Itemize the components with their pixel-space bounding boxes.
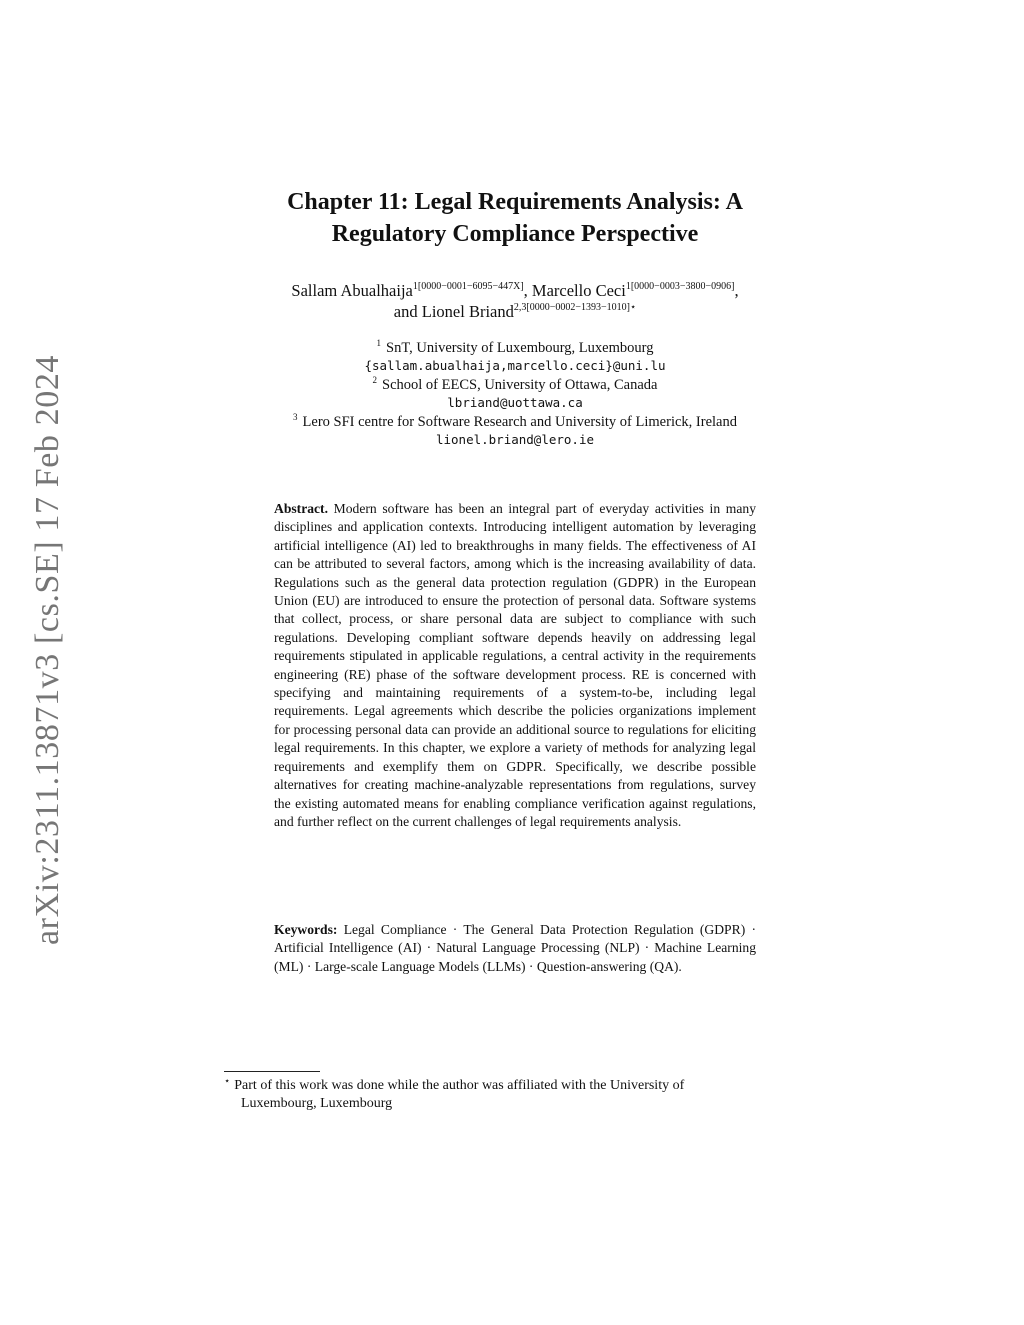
affiliation-name: SnT, University of Luxembourg, Luxembourg bbox=[386, 340, 654, 356]
affiliation-name: Lero SFI centre for Software Research and University of Limerick, Ireland bbox=[302, 413, 737, 430]
arxiv-identifier-text: arXiv:2311.13871v3 [cs.SE] 17 Feb 2024 bbox=[29, 354, 67, 946]
author-name: and Lionel Briand bbox=[393, 302, 514, 321]
paper-title bbox=[200, 186, 830, 250]
author-name: Sallam Abualhaija bbox=[291, 281, 413, 300]
author-separator: , bbox=[734, 281, 739, 300]
author-line-1 bbox=[200, 280, 830, 301]
affiliation-mark: 3 bbox=[293, 411, 298, 422]
keywords-label: Keywords: bbox=[274, 922, 338, 937]
author-orcid: 2,3[0000−0002−1393−1010]⋆ bbox=[513, 302, 637, 313]
author-line-2 bbox=[200, 301, 830, 322]
title-line-2: Regulatory Compliance Perspective bbox=[331, 221, 699, 247]
abstract-text: Modern software has been an integral part of everyday activities in many disciplines and application contexts. Introducing intelligent automation by leveraging artificial intelligence (AI) led to breakthroughs in many fields. The effectiveness of AI can be attributed to several factors, among which is the increasing availability of data. Regulations such as the general data protection regulation (GDPR) in the European Union (EU) are introduced to ensure the protection of personal data. Software systems that collect, process, or share personal data are subject to compliance with such regulations. Developing compliant software depends heavily on addressing legal requirements stipulated in applicable regulations, a central activity in the requirements engineering (RE) phase of the software development process. RE is concerned with specifying and maintaining requirements of a system-to-be, including legal requirements. Legal agreements which describe the policies organizations implement for processing personal data can provide an additional source to regulations for eliciting legal requirements. In this chapter, we explore a variety of methods for analyzing legal requirements and exemplify them on GDPR. Specifically, we describe possible alternatives for creating machine-analyzable representations from regulations, survey the existing automated means for enabling compliance verification against regulations, and further reflect on the current challenges of legal requirements analysis. bbox=[274, 501, 756, 829]
affiliation-mark: 2 bbox=[372, 374, 378, 385]
author-list bbox=[200, 280, 830, 322]
keywords bbox=[274, 921, 756, 976]
footnote-line-1 bbox=[224, 1077, 814, 1095]
affiliation-1 bbox=[200, 339, 830, 357]
arxiv-identifier bbox=[29, 354, 67, 946]
footnote-line-2: Luxembourg, Luxembourg bbox=[241, 1096, 393, 1111]
affiliation-name: School of EECS, University of Ottawa, Canada bbox=[382, 376, 658, 393]
abstract-label: Abstract. bbox=[274, 501, 328, 516]
footnote bbox=[224, 1077, 814, 1113]
affiliation-mark: 1 bbox=[376, 338, 382, 348]
affiliation-email: lionel.briand@lero.ie bbox=[435, 432, 595, 448]
title-line-1: Chapter 11: Legal Requirements Analysis: A bbox=[287, 189, 743, 215]
author-orcid: 1[0000−0003−3800−0906] bbox=[625, 281, 735, 292]
author-orcid: 1[0000−0001−6095−447X] bbox=[412, 281, 524, 292]
abstract bbox=[274, 500, 756, 831]
affiliation-2 bbox=[200, 376, 830, 394]
affiliation-list bbox=[200, 339, 830, 449]
keywords-text: Legal Compliance · The General Data Protection Regulation (GDPR) · Artificial Intelligence (AI) · Natural Language Processing (NLP) · Machine Learning (ML) · Large-scale Language Models (LLMs) · Question-answering (QA). bbox=[274, 922, 756, 974]
footnote-mark: ⋆ bbox=[224, 1076, 231, 1087]
affiliation-email: {sallam.abualhaija,marcello.ceci}@uni.lu bbox=[364, 358, 666, 374]
footnote-text-1: Part of this work was done while the author was affiliated with the University of bbox=[234, 1078, 685, 1093]
footnote-divider bbox=[224, 1071, 320, 1072]
author-name: , Marcello Ceci bbox=[523, 281, 626, 300]
affiliation-email: lbriand@uottawa.ca bbox=[447, 395, 583, 411]
affiliation-3 bbox=[200, 413, 830, 431]
